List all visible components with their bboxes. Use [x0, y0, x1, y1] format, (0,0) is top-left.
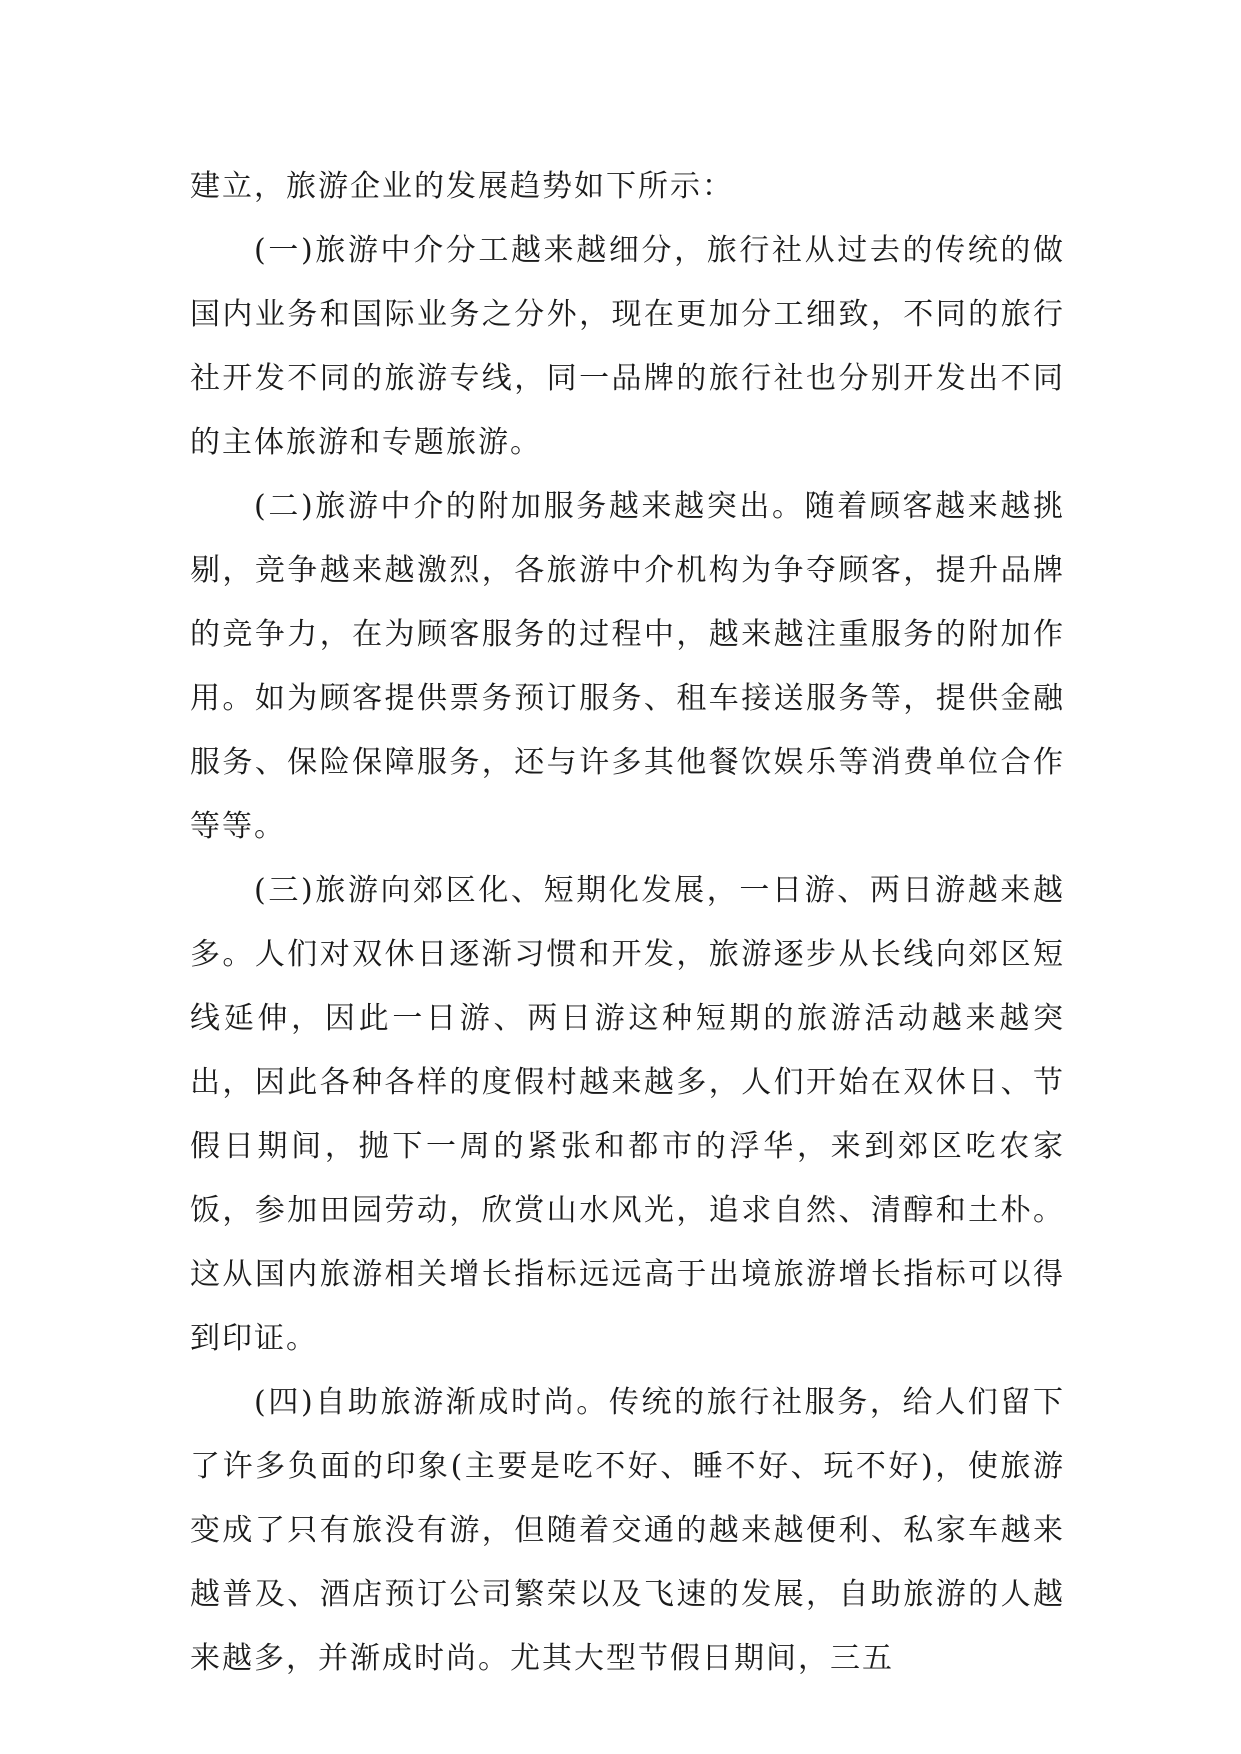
document-body [190, 155, 1065, 1691]
trend-paragraph-2: (二)旅游中介的附加服务越来越突出。随着顾客越来越挑剔，竞争越来越激烈，各旅游中介机构为争夺顾客，提升品牌的竞争力，在为顾客服务的过程中，越来越注重服务的附加作用。如为顾客提供票务预订服务、租车接送服务等，提供金融服务、保险保障服务，还与许多其他餐饮娱乐等消费单位合作等等。 [190, 489, 1065, 844]
trend-paragraph-3: (三)旅游向郊区化、短期化发展，一日游、两日游越来越多。人们对双休日逐渐习惯和开发，旅游逐步从长线向郊区短线延伸，因此一日游、两日游这种短期的旅游活动越来越突出，因此各种各样的度假村越来越多，人们开始在双休日、节假日期间，抛下一周的紧张和都市的浮华，来到郊区吃农家饭，参加田园劳动，欣赏山水风光，追求自然、清醇和土朴。这从国内旅游相关增长指标远远高于出境旅游增长指标可以得到印证。 [190, 873, 1065, 1356]
trend-paragraph-1: (一)旅游中介分工越来越细分，旅行社从过去的传统的做国内业务和国际业务之分外，现在更加分工细致，不同的旅行社开发不同的旅游专线，同一品牌的旅行社也分别开发出不同的主体旅游和专题旅游。 [190, 233, 1065, 460]
intro-paragraph: 建立，旅游企业的发展趋势如下所示： [190, 169, 734, 204]
trend-paragraph-4: (四)自助旅游渐成时尚。传统的旅行社服务，给人们留下了许多负面的印象(主要是吃不好、睡不好、玩不好)，使旅游变成了只有旅没有游，但随着交通的越来越便利、私家车越来越普及、酒店预订公司繁荣以及飞速的发展，自助旅游的人越来越多，并渐成时尚。尤其大型节假日期间，三五 [190, 1385, 1065, 1676]
